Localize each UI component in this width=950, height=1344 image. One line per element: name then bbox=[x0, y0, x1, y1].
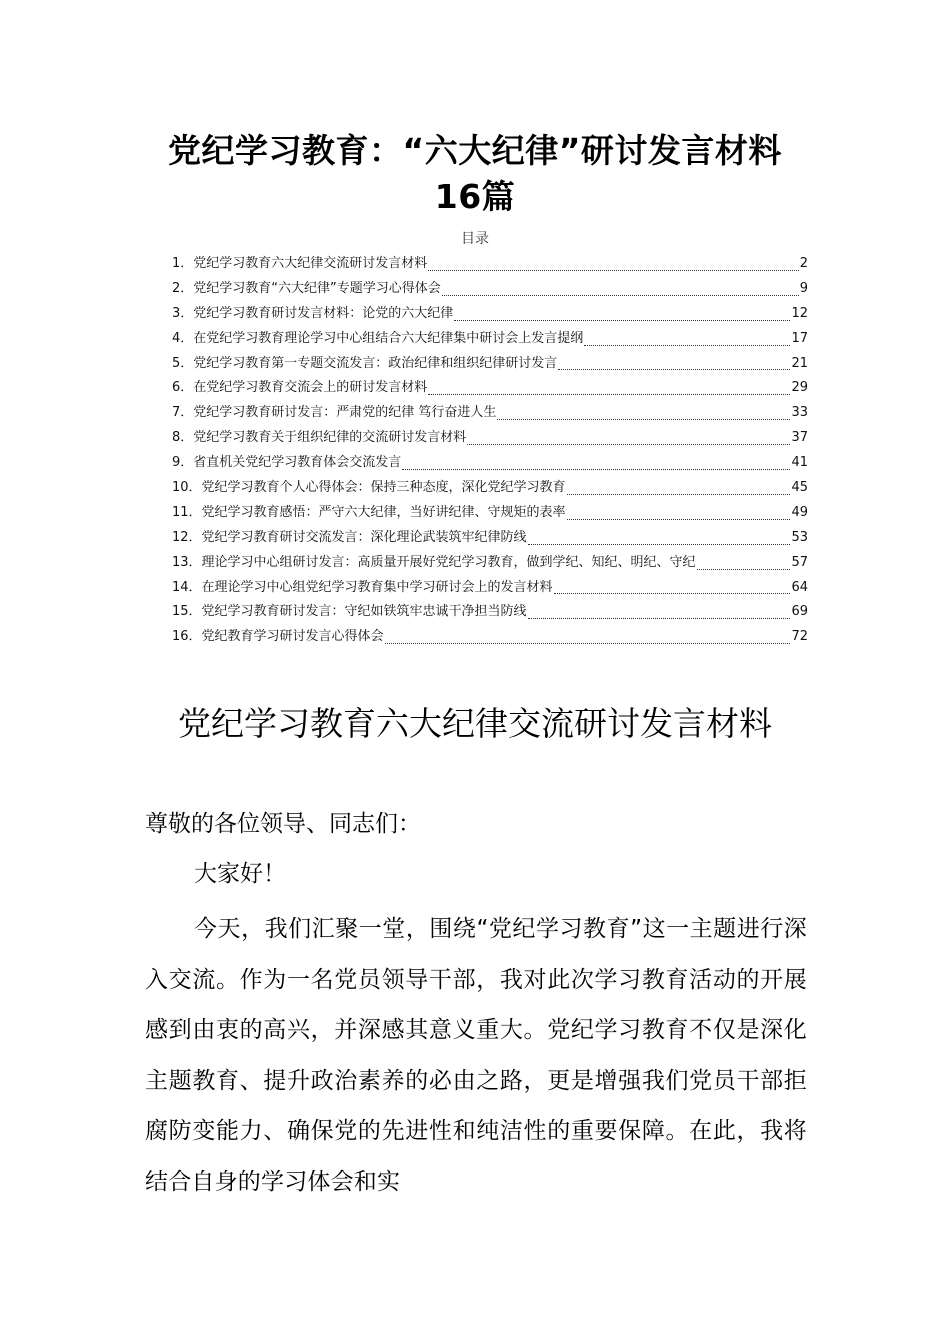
toc-entry-page: 17 bbox=[791, 330, 808, 346]
toc-leader-dots bbox=[428, 270, 798, 271]
toc-entry-number: 10． bbox=[172, 480, 202, 496]
toc-leader-dots bbox=[402, 469, 790, 470]
toc-entry-title: 党纪学习教育研讨发言：严肃党的纪律 笃行奋进人生 bbox=[193, 405, 497, 421]
toc-leader-dots bbox=[567, 494, 791, 495]
toc-entry-number: 16． bbox=[172, 629, 202, 645]
toc-entry[interactable] bbox=[172, 352, 808, 377]
toc-entry-page: 9 bbox=[799, 280, 808, 296]
toc-entry-title: 党纪学习教育研讨发言材料：论党的六大纪律 bbox=[193, 305, 454, 321]
toc-entry-page: 37 bbox=[791, 430, 808, 446]
toc-entry[interactable] bbox=[172, 501, 808, 526]
toc-entry[interactable] bbox=[172, 401, 808, 426]
toc-entry-number: 5． bbox=[172, 355, 194, 371]
toc-entry-title: 党纪学习教育关于组织纪律的交流研讨发言材料 bbox=[193, 430, 467, 446]
toc-leader-dots bbox=[428, 394, 790, 395]
toc-entry[interactable] bbox=[172, 451, 808, 476]
toc-entry[interactable] bbox=[172, 551, 808, 576]
toc-leader-dots bbox=[554, 593, 791, 594]
toc-entry[interactable] bbox=[172, 376, 808, 401]
toc-entry-number: 7． bbox=[172, 405, 194, 421]
toc-entry-page: 21 bbox=[791, 355, 808, 371]
toc-leader-dots bbox=[697, 569, 791, 570]
toc-entry-title: 在党纪学习教育理论学习中心组结合六大纪律集中研讨会上发言提纲 bbox=[193, 330, 584, 346]
toc-entry-number: 14． bbox=[172, 579, 202, 595]
toc-entry-number: 9． bbox=[172, 455, 194, 471]
toc-entry-number: 1． bbox=[172, 256, 194, 271]
toc-entry-title: 党纪学习教育六大纪律交流研讨发言材料 bbox=[193, 256, 428, 271]
toc-entry-title: 党纪学习教育研讨交流发言：深化理论武装筑牢纪律防线 bbox=[201, 529, 527, 545]
toc-leader-dots bbox=[454, 320, 790, 321]
toc-entry-number: 11． bbox=[172, 504, 202, 520]
toc-entry[interactable] bbox=[172, 625, 808, 650]
toc-entry-page: 29 bbox=[791, 380, 808, 396]
section-body bbox=[145, 801, 807, 1207]
toc-entry[interactable] bbox=[172, 327, 808, 352]
toc-entry-title: 省直机关党纪学习教育体会交流发言 bbox=[193, 455, 402, 471]
toc-leader-dots bbox=[528, 544, 791, 545]
toc-leader-dots bbox=[567, 519, 791, 520]
toc-entry[interactable] bbox=[172, 600, 808, 625]
toc-leader-dots bbox=[497, 419, 790, 420]
toc-entry-number: 12． bbox=[172, 529, 202, 545]
toc-leader-dots bbox=[467, 444, 790, 445]
toc-entry-page: 57 bbox=[791, 554, 808, 570]
toc-entry[interactable] bbox=[172, 476, 808, 501]
toc-entry-number: 4． bbox=[172, 330, 194, 346]
toc-entry[interactable] bbox=[172, 302, 808, 327]
toc-entry-title: 党纪学习教育第一专题交流发言：政治纪律和组织纪律研讨发言 bbox=[193, 355, 558, 371]
toc-leader-dots bbox=[385, 643, 791, 644]
table-of-contents bbox=[172, 252, 808, 650]
toc-leader-dots bbox=[558, 369, 790, 370]
toc-leader-dots bbox=[528, 618, 791, 619]
toc-leader-dots bbox=[584, 345, 790, 346]
toc-entry[interactable] bbox=[172, 576, 808, 601]
toc-entry-number: 15． bbox=[172, 604, 202, 620]
toc-heading: 目录 bbox=[461, 231, 489, 247]
section-title: 党纪学习教育六大纪律交流研讨发言材料 bbox=[178, 704, 772, 743]
toc-entry[interactable] bbox=[172, 252, 808, 277]
toc-entry-page: 45 bbox=[791, 480, 808, 496]
toc-entry-title: 党纪学习教育研讨发言：守纪如铁筑牢忠诚干净担当防线 bbox=[201, 604, 527, 620]
toc-entry-page: 64 bbox=[791, 579, 808, 595]
document-title: 党纪学习教育：“六大纪律”研讨发言材料16篇 bbox=[168, 131, 782, 216]
toc-entry-title: 在理论学习中心组党纪学习教育集中学习研讨会上的发言材料 bbox=[201, 579, 553, 595]
toc-entry-page: 2 bbox=[799, 256, 808, 271]
toc-entry-title: 党纪教育学习研讨发言心得体会 bbox=[201, 629, 384, 645]
toc-entry-page: 41 bbox=[791, 455, 808, 471]
toc-entry-page: 33 bbox=[791, 405, 808, 421]
toc-entry-page: 69 bbox=[791, 604, 808, 620]
toc-entry-title: 党纪学习教育感悟：严守六大纪律，当好讲纪律、守规矩的表率 bbox=[201, 504, 566, 520]
toc-entry[interactable] bbox=[172, 277, 808, 302]
greeting: 大家好！ bbox=[194, 861, 286, 887]
toc-entry-page: 53 bbox=[791, 529, 808, 545]
toc-entry-number: 3． bbox=[172, 305, 194, 321]
toc-entry-title: 党纪学习教育“六大纪律”专题学习心得体会 bbox=[193, 280, 441, 296]
toc-entry-title: 在党纪学习教育交流会上的研讨发言材料 bbox=[193, 380, 428, 396]
toc-leader-dots bbox=[442, 295, 799, 296]
salutation: 尊敬的各位领导、同志们： bbox=[145, 811, 421, 837]
toc-entry-number: 6． bbox=[172, 380, 194, 396]
toc-entry-title: 党纪学习教育个人心得体会：保持三种态度，深化党纪学习教育 bbox=[201, 480, 566, 496]
toc-entry[interactable] bbox=[172, 526, 808, 551]
toc-entry-number: 2． bbox=[172, 280, 194, 296]
toc-entry[interactable] bbox=[172, 426, 808, 451]
toc-entry-page: 12 bbox=[791, 305, 808, 321]
toc-entry-page: 49 bbox=[791, 504, 808, 520]
toc-entry-title: 理论学习中心组研讨发言：高质量开展好党纪学习教育，做到学纪、知纪、明纪、守纪 bbox=[201, 554, 696, 570]
toc-entry-number: 13． bbox=[172, 554, 202, 570]
toc-entry-number: 8． bbox=[172, 430, 194, 446]
body-paragraph: 今天，我们汇聚一堂，围绕“党纪学习教育”这一主题进行深入交流。作为一名党员领导干部，我对此次学习教育活动的开展感到由衷的高兴，并深感其意义重大。党纪学习教育不仅是深化主题教育、提升政治素养的必由之路，更是增强我们党员干部拒腐防变能力、确保党的先进性和纯洁性的重要保障。在此，我将结合自身的学习体会和实 bbox=[145, 916, 807, 1195]
toc-entry-page: 72 bbox=[791, 629, 808, 645]
